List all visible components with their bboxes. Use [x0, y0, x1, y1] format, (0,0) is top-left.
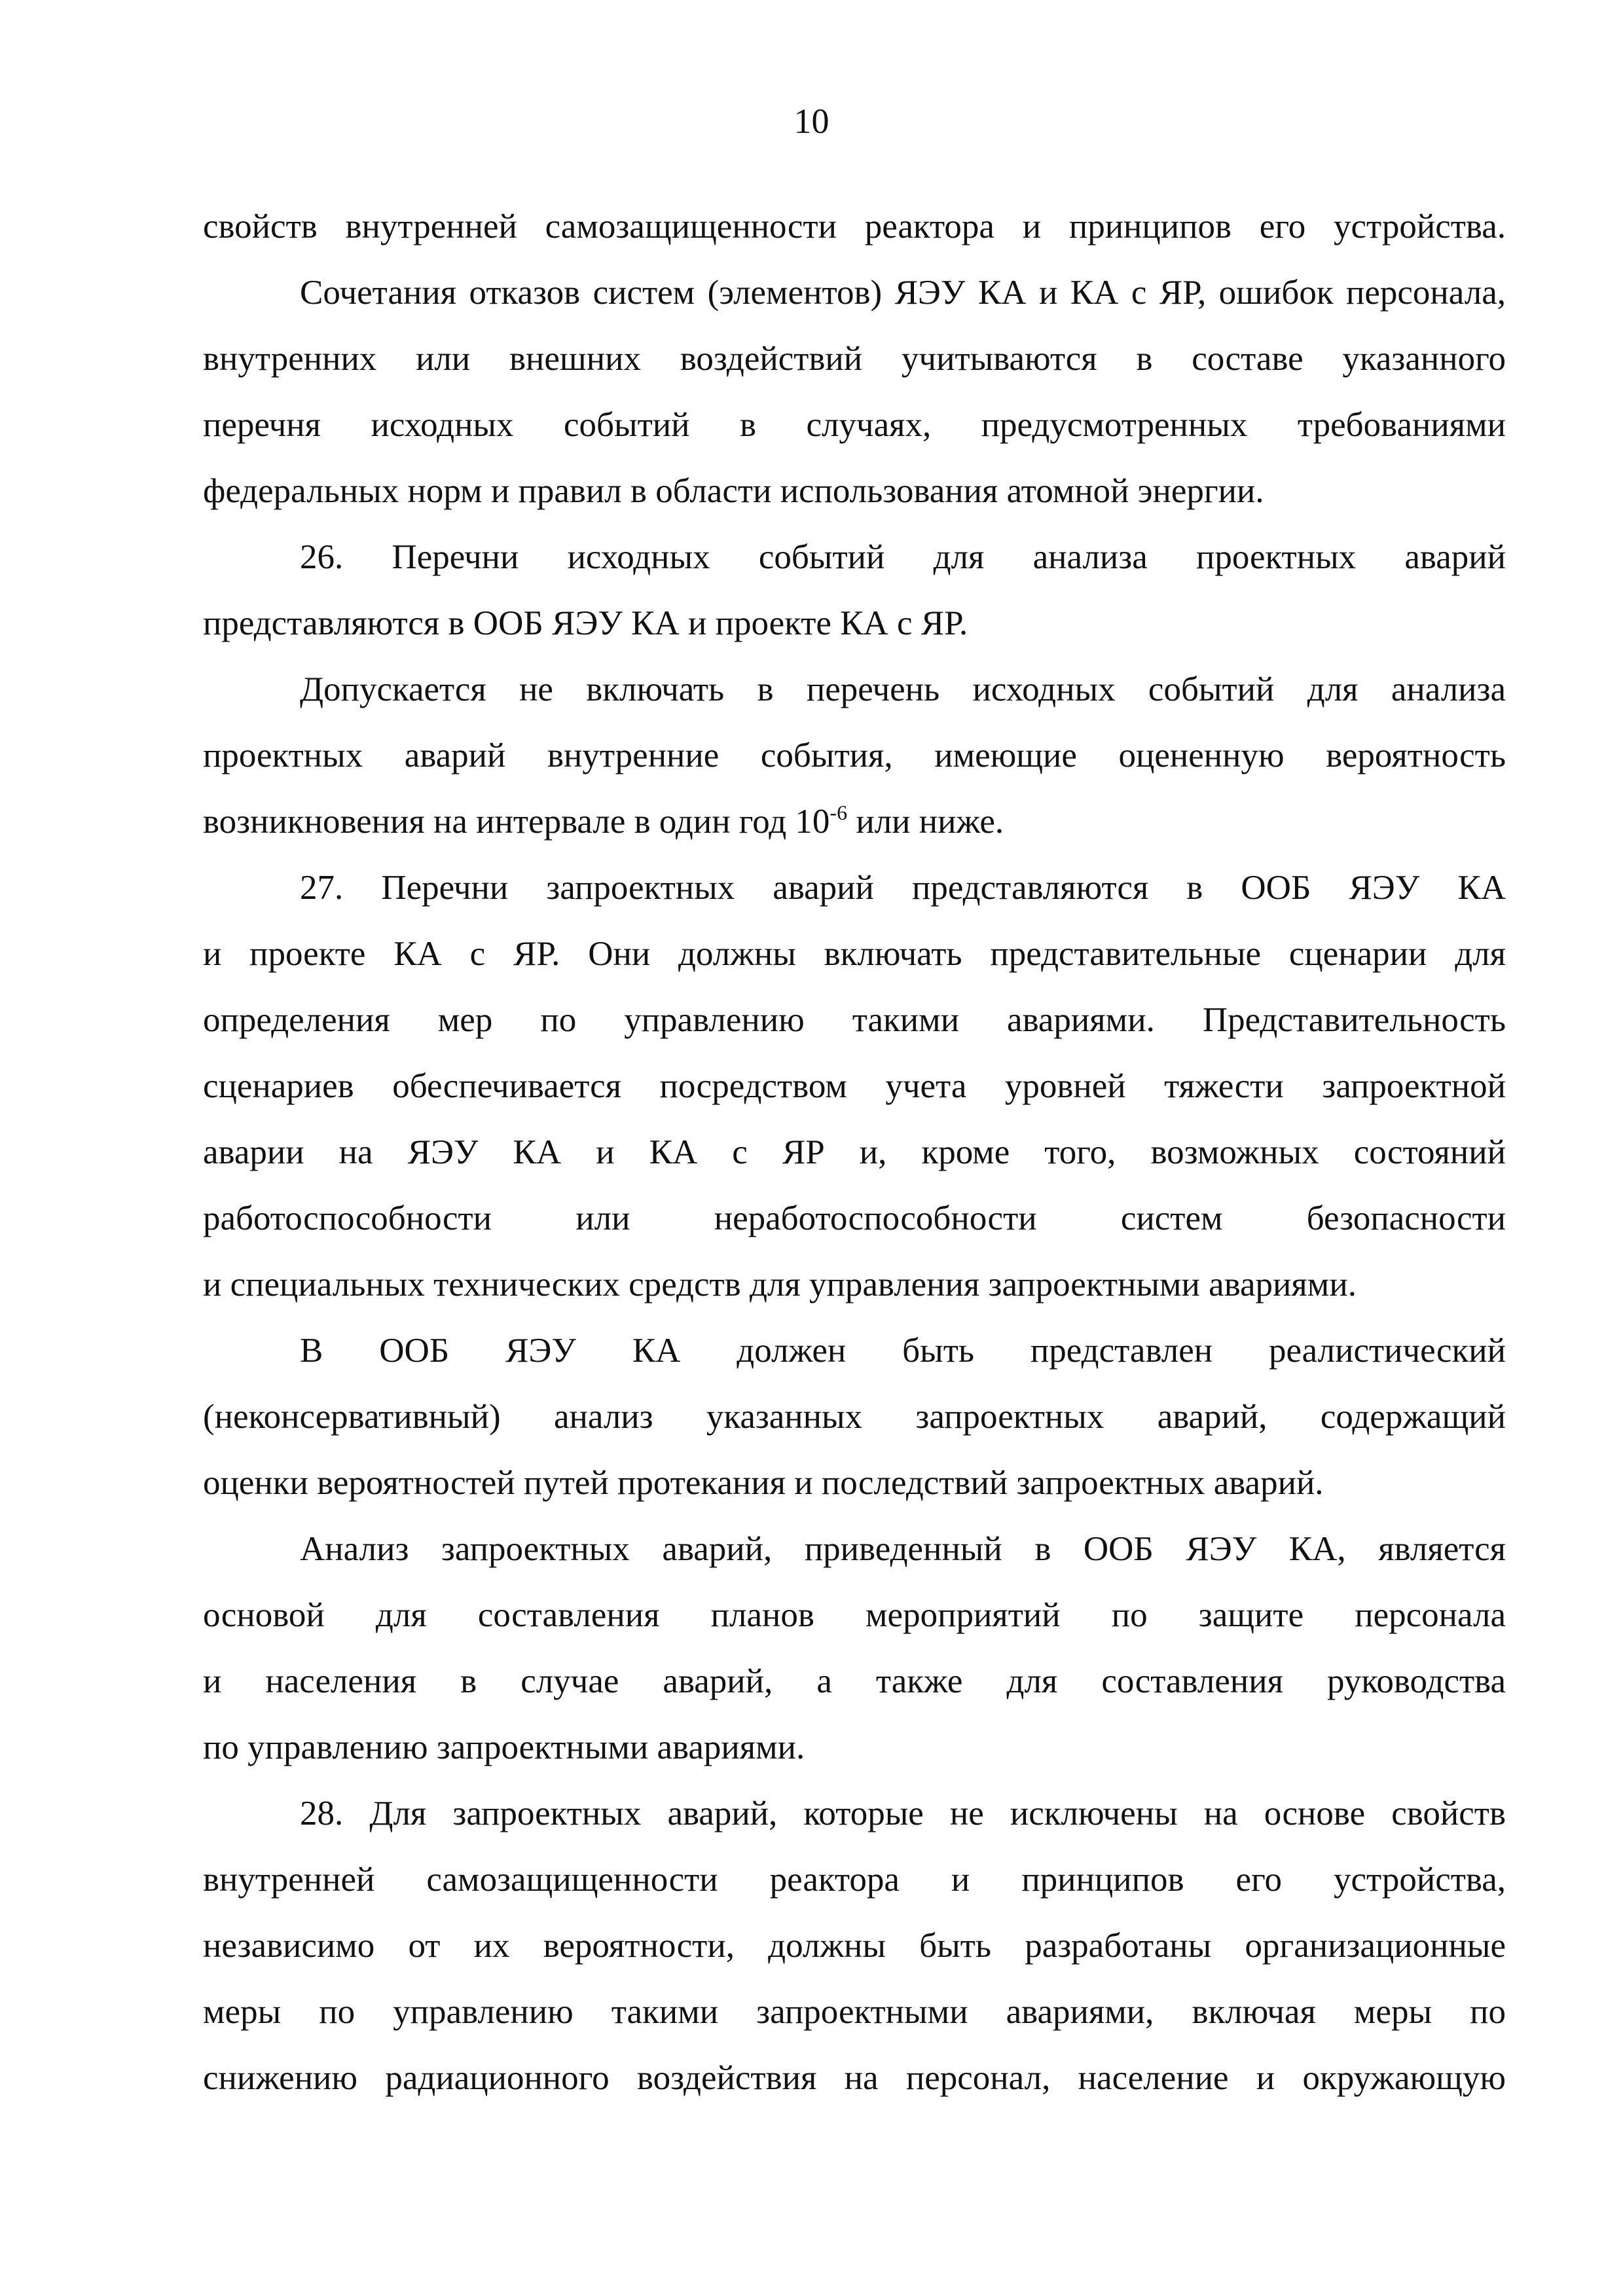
clause-26-heading-line: 26. Перечни исходных событий для анализа проектных аварий: [300, 538, 1506, 576]
text-line: (неконсервативный) анализ указанных запроектных аварий, содержащий: [203, 1398, 1506, 1436]
text-line: внутренних или внешних воздействий учитываются в составе указанного: [203, 340, 1506, 378]
text-line: снижению радиационного воздействия на персонал, население и окружающую: [203, 2059, 1506, 2097]
text-fragment: возникновения на интервале в один год 10: [203, 803, 830, 841]
text-line: и специальных технических средств для управления запроектными авариями.: [203, 1266, 1357, 1303]
clause-27-heading-line: 27. Перечни запроектных аварий представляются в ООБ ЯЭУ КА: [300, 869, 1506, 907]
text-line: оценки вероятностей путей протекания и последствий запроектных аварий.: [203, 1464, 1324, 1502]
text-line: проектных аварий внутренние события, имеющие оцененную вероятность: [203, 737, 1506, 774]
text-line: основой для составления планов мероприятий по защите персонала: [203, 1596, 1506, 1634]
text-line: сценариев обеспечивается посредством учета уровней тяжести запроектной: [203, 1067, 1506, 1105]
text-line: и населения в случае аварий, а также для составления руководства: [203, 1662, 1506, 1700]
clause-28-heading-line: 28. Для запроектных аварий, которые не исключены на основе свойств: [300, 1795, 1506, 1832]
text-line: независимо от их вероятности, должны быть разработаны организационные: [203, 1927, 1506, 1965]
text-line-with-exponent: [203, 789, 1506, 855]
exponent: -6: [830, 801, 848, 824]
document-body: [203, 194, 1506, 2111]
text-line: меры по управлению такими запроектными авариями, включая меры по: [203, 1993, 1506, 2031]
text-line: аварии на ЯЭУ КА и КА с ЯР и, кроме того, возможных состояний: [203, 1133, 1506, 1171]
text-line: внутренней самозащищенности реактора и принципов его устройства,: [203, 1861, 1506, 1899]
text-line: перечня исходных событий в случаях, предусмотренных требованиями: [203, 406, 1506, 444]
text-fragment: или ниже.: [847, 803, 1004, 841]
text-line: федеральных норм и правил в области использования атомной энергии.: [203, 472, 1264, 510]
text-line: свойств внутренней самозащищенности реактора и принципов его устройства.: [203, 208, 1506, 246]
text-line: представляются в ООБ ЯЭУ КА и проекте КА с ЯР.: [203, 604, 968, 642]
page-number: 10: [793, 101, 830, 141]
text-line: определения мер по управлению такими авариями. Представительность: [203, 1001, 1506, 1039]
text-line: Допускается не включать в перечень исходных событий для анализа: [300, 670, 1506, 708]
text-line: В ООБ ЯЭУ КА должен быть представлен реалистический: [300, 1332, 1506, 1370]
text-line: Анализ запроектных аварий, приведенный в ООБ ЯЭУ КА, является: [300, 1530, 1506, 1568]
text-line: и проекте КА с ЯР. Они должны включать представительные сценарии для: [203, 935, 1506, 973]
text-line: работоспособности или неработоспособности систем безопасности: [203, 1199, 1506, 1237]
text-line: по управлению запроектными авариями.: [203, 1728, 805, 1766]
text-line: Сочетания отказов систем (элементов) ЯЭУ КА и КА с ЯР, ошибок персонала,: [300, 274, 1506, 312]
